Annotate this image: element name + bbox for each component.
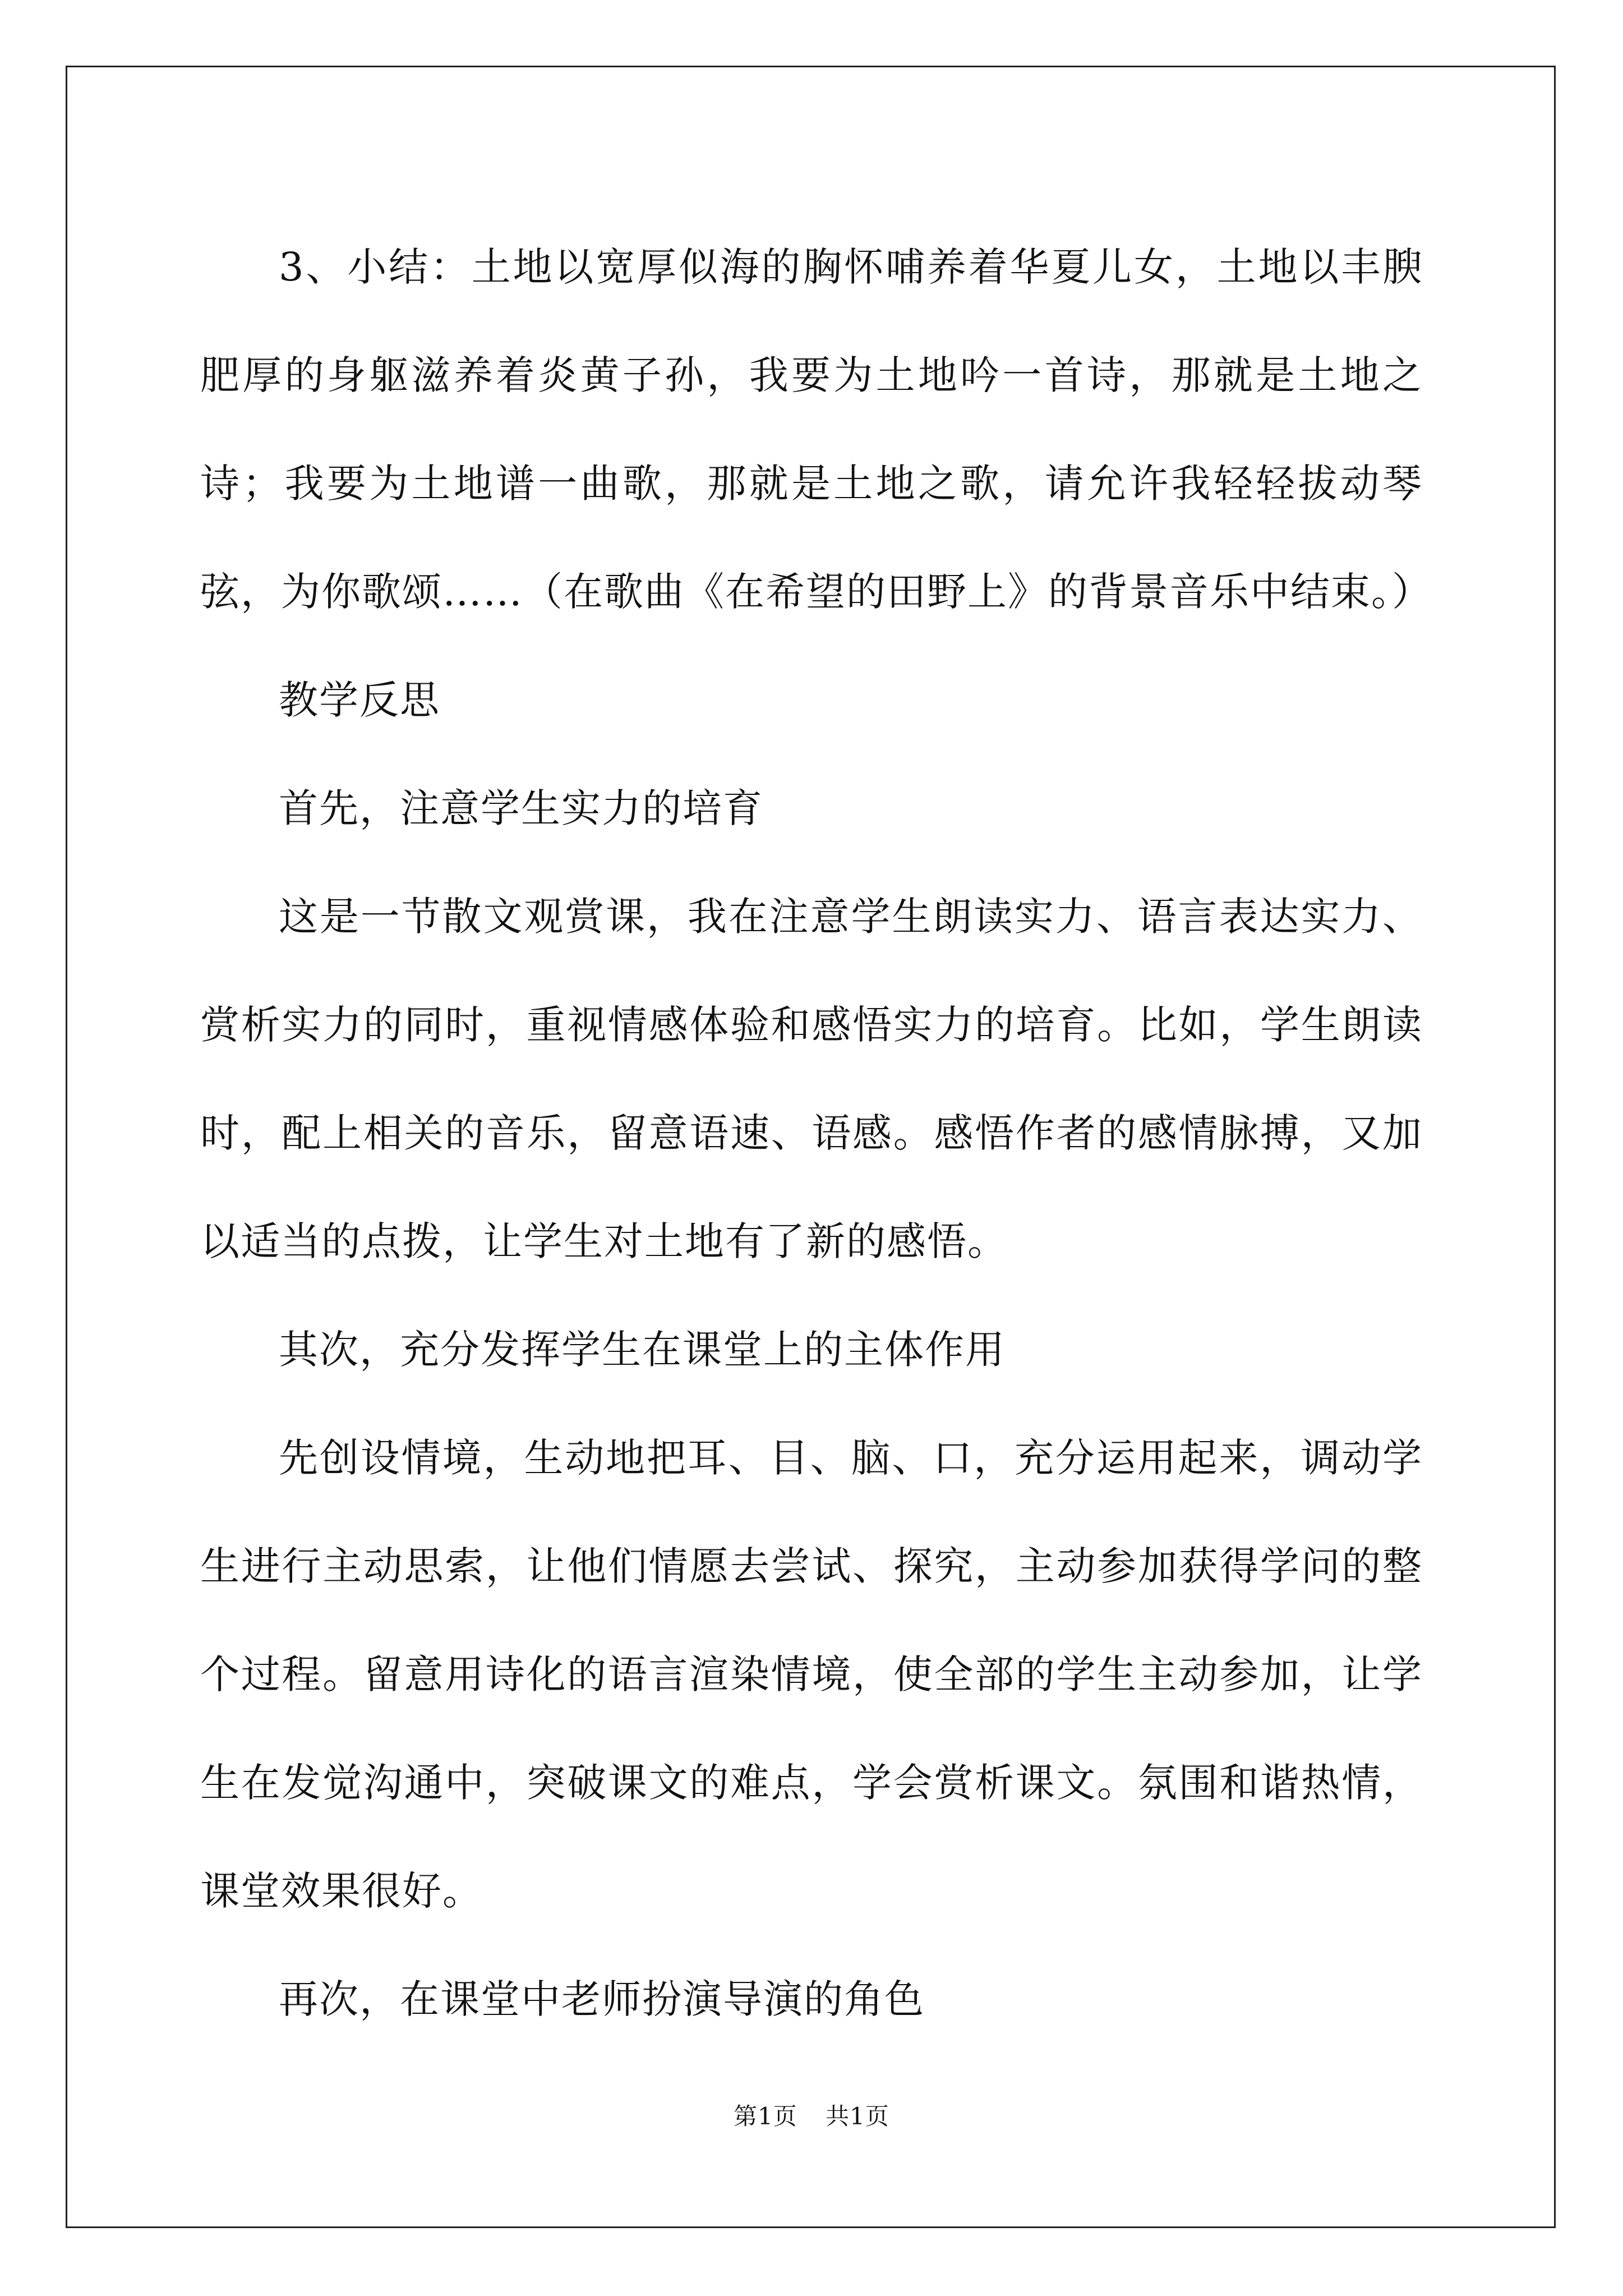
heading-second-point: 其次，充分发挥学生在课堂上的主体作用 — [279, 1327, 1006, 1373]
paragraph-second-point: 先创设情境，生动地把耳、目、脑、口，充分运用起来，调动学生进行主动思索，让他们情愿去尝试、探究，主动参加获得学问的整个过程。留意用诗化的语言渲染情境，使全部的学生主动参加，让学生在发觉沟通中，突破课文的难点，学会赏析课文。氛围和谐热情，课堂效果很好。 — [200, 1435, 1423, 1914]
document-body — [200, 213, 1432, 2054]
heading-third-point: 再次，在课堂中老师扮演导演的角色 — [279, 1976, 925, 2022]
paragraph-summary: 3、小结：土地以宽厚似海的胸怀哺养着华夏儿女，土地以丰腴肥厚的身躯滋养着炎黄子孙，我要为土地吟一首诗，那就是土地之诗；我要为土地谱一曲歌，那就是土地之歌，请允许我轻轻拔动琴弦，为你歌颂……（在歌曲《在希望的田野上》的背景音乐中结束。） — [200, 244, 1432, 615]
heading-teaching-reflection: 教学反思 — [279, 677, 440, 723]
page-number-current: 第1页 — [734, 2102, 797, 2130]
page-number-total: 共1页 — [826, 2102, 889, 2130]
paragraph-first-point: 这是一节散文观赏课，我在注意学生朗读实力、语言表达实力、赏析实力的同时，重视情感体验和感悟实力的培育。比如，学生朗读时，配上相关的音乐，留意语速、语感。感悟作者的感情脉搏，又加以适当的点拨，让学生对土地有了新的感悟。 — [200, 894, 1423, 1264]
page-footer — [0, 2098, 1623, 2132]
heading-first-point: 首先，注意学生实力的培育 — [279, 785, 763, 831]
